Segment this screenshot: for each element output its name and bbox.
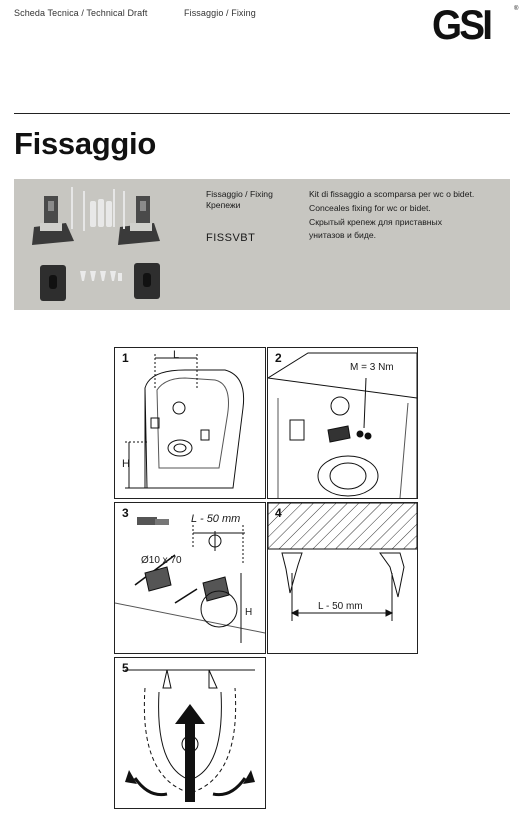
step-3-drawing	[115, 503, 265, 653]
step-4-panel	[267, 502, 418, 654]
step-1-panel	[114, 347, 266, 499]
step-5-panel	[114, 657, 266, 809]
step-number: 5	[122, 661, 129, 675]
brand-registered-mark: ®	[514, 6, 519, 12]
dimension-l-minus-50-label: L - 50 mm	[191, 513, 241, 525]
step-number: 4	[275, 506, 282, 520]
dimension-h-label: H	[122, 458, 130, 470]
hole-size-label: Ø10 x 70	[141, 555, 182, 566]
step-1-drawing	[115, 348, 265, 498]
product-code: FISSVBT	[206, 232, 256, 244]
dimension-l-minus-50-label: L - 50 mm	[318, 601, 363, 612]
section-label-ru: Крепежи	[206, 200, 241, 210]
description-ru-line2: унитазов и биде.	[309, 230, 377, 240]
breadcrumb-technical-draft: Scheda Tecnica / Technical Draft	[14, 8, 148, 18]
fixing-kit-image	[14, 179, 164, 310]
dimension-l-label: L	[173, 349, 180, 361]
page-title: Fissaggio	[14, 126, 156, 161]
step-2-drawing	[268, 348, 417, 498]
header-divider	[14, 113, 510, 114]
wall-plugs-icon	[90, 199, 112, 227]
section-label: Fissaggio / Fixing	[206, 189, 273, 199]
cover-right-icon	[134, 263, 160, 299]
torque-label: M = 3 Nm	[350, 362, 394, 373]
cover-left-icon	[40, 265, 66, 301]
description-ru-line1: Скрытый крепеж для приставных	[309, 217, 443, 227]
step-number: 1	[122, 351, 129, 365]
small-caps-icon	[80, 271, 122, 281]
dimension-h-label: H	[245, 607, 253, 618]
step-number: 3	[122, 506, 129, 520]
step-4-drawing	[268, 503, 417, 653]
step-number: 2	[275, 351, 282, 365]
brand-logo: GSI	[432, 1, 491, 48]
bracket-left-icon	[32, 196, 74, 245]
breadcrumb-fixing: Fissaggio / Fixing	[184, 8, 256, 18]
step-5-drawing	[115, 658, 265, 808]
description-it: Kit di fissaggio a scomparsa per wc o bidet.	[309, 189, 475, 199]
step-2-panel	[267, 347, 418, 499]
product-info-band	[14, 179, 510, 310]
step-3-panel	[114, 502, 266, 654]
description-en: Conceales fixing for wc or bidet.	[309, 203, 431, 213]
